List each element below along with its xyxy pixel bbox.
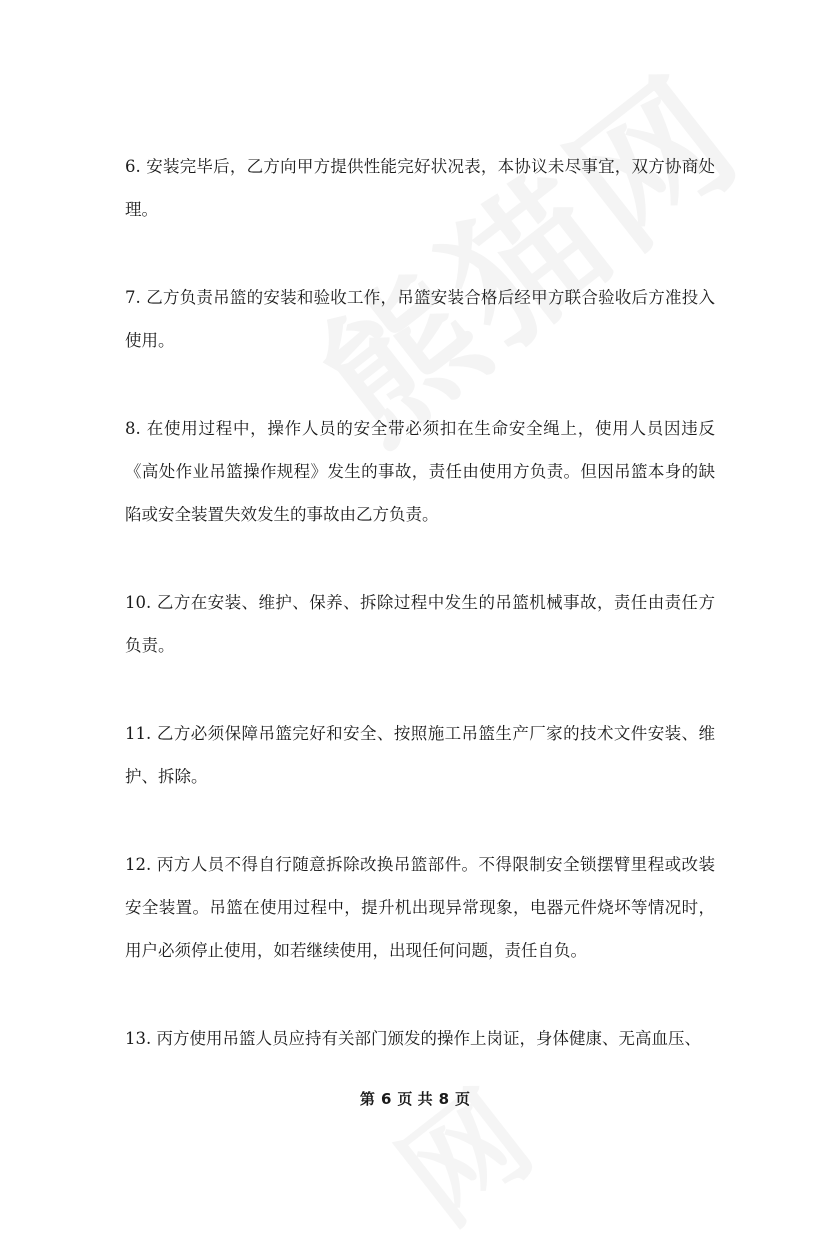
footer-page-number: 6: [380, 1090, 392, 1108]
footer-suffix: 页: [455, 1090, 471, 1108]
clause-13: 13. 丙方使用吊篮人员应持有关部门颁发的操作上岗证，身体健康、无高血压、: [125, 1029, 701, 1048]
footer-middle: 页 共: [397, 1090, 433, 1108]
clause-7: 7. 乙方负责吊篮的安装和验收工作，吊篮安装合格后经甲方联合验收后方准投入使用。: [125, 288, 715, 350]
footer-prefix: 第: [359, 1090, 375, 1108]
clause-11: 11. 乙方必须保障吊篮完好和安全、按照施工吊篮生产厂家的技术文件安装、维护、拆除。: [125, 724, 715, 786]
clause-12: 12. 丙方人员不得自行随意拆除改换吊篮部件。不得限制安全锁摆臂里程或改装安全装置。吊篮在使用过程中，提升机出现异常现象，电器元件烧坏等情况时，用户必须停止使用，如若继续使用，出现任何问题，责任自负。: [125, 855, 715, 960]
clause-10: 10. 乙方在安装、维护、保养、拆除过程中发生的吊篮机械事故，责任由责任方负责。: [125, 593, 715, 655]
document-body: [125, 145, 715, 1060]
clause-8: 8. 在使用过程中，操作人员的安全带必须扣在生命安全绳上，使用人员因违反《高处作业吊篮操作规程》发生的事故，责任由使用方负责。但因吊篮本身的缺陷或安全装置失效发生的事故由乙方负责。: [125, 419, 715, 524]
watermark-bottom: [360, 1046, 560, 1255]
clause-6: 6. 安装完毕后，乙方向甲方提供性能完好状况表，本协议未尽事宜，双方协商处理。: [125, 157, 715, 219]
footer-total-pages: 8: [438, 1090, 450, 1108]
page-footer: [0, 1088, 830, 1109]
